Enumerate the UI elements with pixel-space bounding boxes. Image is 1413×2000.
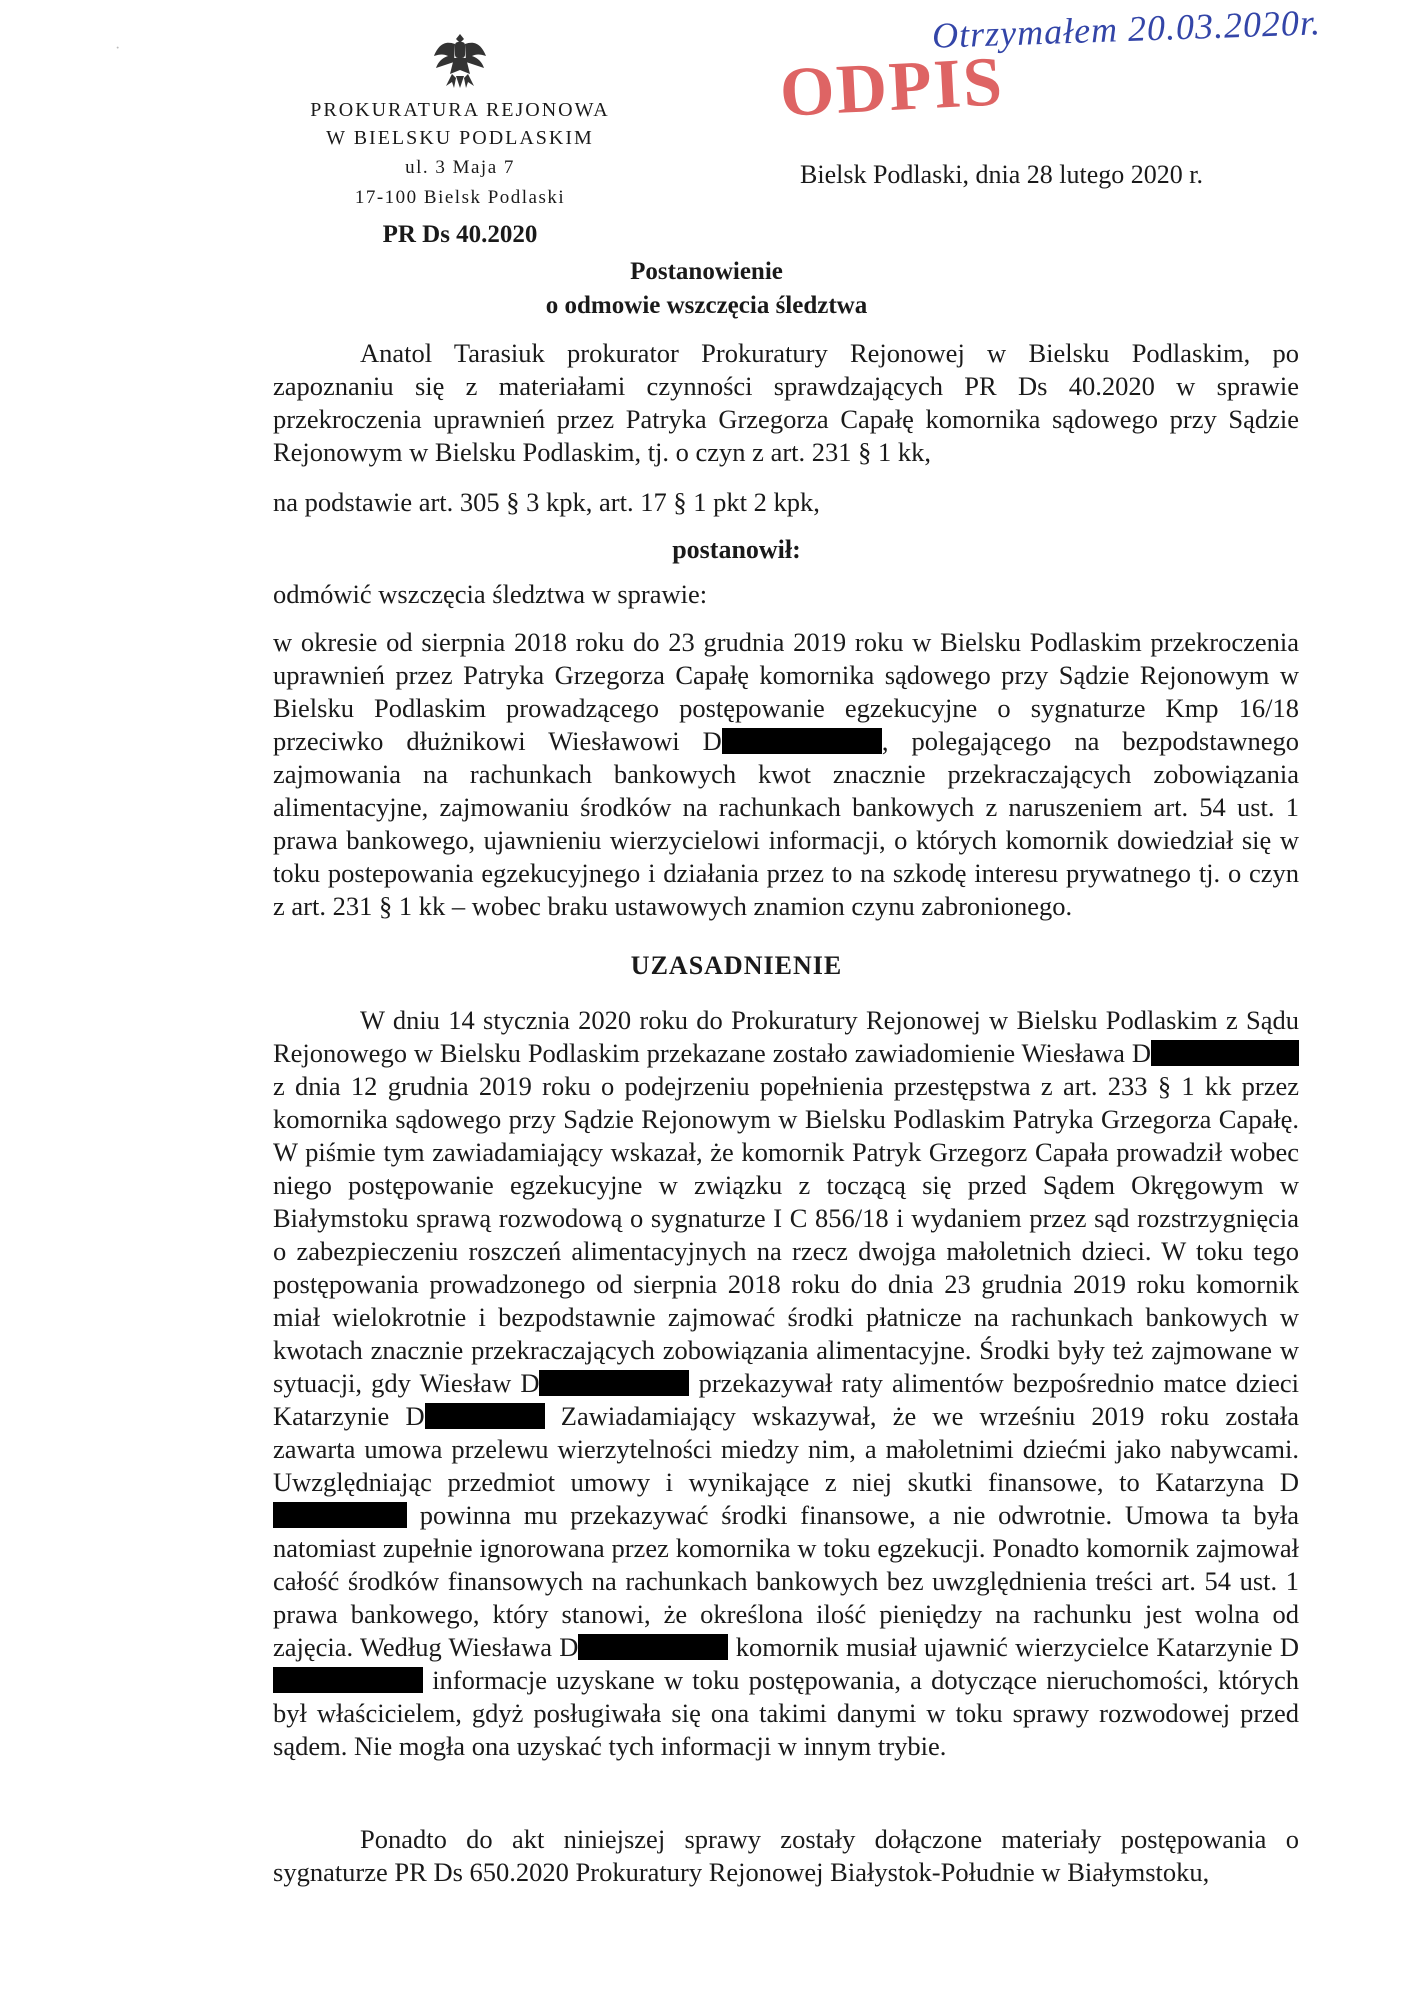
intro-paragraph: Anatol Tarasiuk prokurator Prokuratury Rejonowej w Bielsku Podlaskim, po zapoznaniu się z materiałami czynności sprawdzających PR Ds 40.2020 w sprawie przekroczenia uprawnień przez Patryka Grzegorza Capałę komornika sądowego przy Sądzie Rejonowym w Bielsku Podlaskim, tj. o czyn z art. 231 § 1 kk, — [273, 338, 1299, 467]
case-number: PR Ds 40.2020 — [382, 221, 538, 248]
document-title: Postanowienie — [630, 258, 783, 285]
redaction-bar — [722, 728, 882, 754]
justification-text-part1: W dniu 14 stycznia 2020 roku do Prokuratury Rejonowej w Bielsku Podlaskim z Sądu Rejonowego w Bielsku Podlaskim przekazane zostało zawiadomienie Wiesława D — [273, 1005, 1299, 1068]
document-subtitle: o odmowie wszczęcia śledztwa — [545, 292, 868, 319]
redaction-bar — [273, 1502, 407, 1528]
decision-intro: odmówić wszczęcia śledztwa w sprawie: — [273, 579, 708, 609]
decision-paragraph — [273, 626, 1299, 923]
decision-text-part1: w okresie od sierpnia 2018 roku do 23 grudnia 2019 roku w Bielsku Podlaskim przekroczenia uprawnień przez Patryka Grzegorza Capałę komornika sądowego przy Sądzie Rejonowym w Bielsku Podlaskim prowadzącego postępowanie egzekucyjne o sygnaturze Kmp 16/18 przeciwko dłużnikowi Wiesławowi D — [273, 627, 1299, 756]
justification-paragraph — [273, 1004, 1299, 1763]
redaction-bar — [273, 1667, 423, 1693]
handwritten-receipt-note: Otrzymałem 20.03.2020r. — [931, 2, 1322, 56]
justification-text-part2: z dnia 12 grudnia 2019 roku o podejrzeniu popełnienia przestępstwa z art. 233 § 1 kk przez komornika sądowego przy Sądzie Rejonowym w Bielsku Podlaskim Patryka Grzegorza Capałę. W piśmie tym zawiadamiający wskazał, że komornik Patryk Grzegorz Capała prowadził wobec niego postępowanie egzekucyjne w związku z toczącą się przed Sądem Okręgowym w Białymstoku sprawą rozwodową o sygnaturze I C 856/18 i wydaniem przez sąd rozstrzygnięcia o zabezpieczeniu roszczeń alimentacyjnych na rzecz dwojga małoletnich dzieci. W toku tego postępowania prowadzonego od sierpnia 2018 roku do dnia 23 grudnia 2019 roku komornik miał wielokrotnie i bezpodstawnie zajmować środki płatnicze na rachunkach bankowych w kwotach znacznie przekraczających zobowiązania alimentacyjne. Środki były też zajmowane w sytuacji, gdy Wiesław D — [273, 1071, 1299, 1398]
office-name-line1: PROKURATURA REJONOWA — [310, 99, 610, 121]
justification-text-part5: powinna mu przekazywać środki finansowe, a nie odwrotnie. Umowa ta była natomiast zupełnie ignorowana przez komornika w toku egzekucji. Ponadto komornik zajmował całość środków finansowych na rachunkach bankowych bez uwzględnienia treści art. 54 ust. 1 prawa bankowego, który stanowi, że określona ilość pieniędzy na rachunku jest wolna od zajęcia. Według Wiesława D — [273, 1500, 1299, 1662]
office-address-city: 17-100 Bielsk Podlaski — [354, 187, 566, 208]
justification-text-part4: Zawiadamiający wskazywał, że we wrześniu 2019 roku została zawarta umowa przelewu wierzytelności miedzy nim, a małoletnimi dziećmi jako nabywcami. Uwzględniając przedmiot umowy i wynikające z niej skutki finansowe, to Katarzyna D — [273, 1401, 1299, 1497]
scan-speck: · — [115, 40, 121, 57]
decision-text-part2: , polegającego na bezpodstawnego zajmowania na rachunkach bankowych kwot znacznie przekraczających zobowiązania alimentacyjne, zajmowaniu środków na rachunkach bankowych z naruszeniem art. 54 ust. 1 prawa bankowego, ujawnieniu wierzycielowi informacji, o których komornik dowiedział się w toku postepowania egzekucyjnego i działania przez to na szkodę interesu prywatnego tj. o czyn z art. 231 § 1 kk – wobec braku ustawowych znamion czynu zabronionego. — [273, 726, 1299, 921]
justification-text-part6: komornik musiał ujawnić wierzycielce Katarzynie D — [728, 1632, 1299, 1662]
office-name-line2: W BIELSKU PODLASKIM — [326, 127, 594, 149]
justification-text-part3: przekazywał raty alimentów bezpośrednio matce dzieci Katarzynie D — [273, 1368, 1299, 1431]
polish-eagle-emblem-icon — [432, 30, 488, 90]
justification-text-part7: informacje uzyskane w toku postępowania, a dotyczące nieruchomości, których był właścicielem, gdyż posługiwała się ona takimi danymi w toku sprawy rozwodowej przed sądem. Nie mogła ona uzyskać tych informacji w innym trybie. — [273, 1665, 1299, 1761]
redaction-bar — [1151, 1040, 1299, 1066]
additional-materials-paragraph: Ponadto do akt niniejszej sprawy zostały dołączone materiały postępowania o sygnaturze PR Ds 650.2020 Prokuratury Rejonowej Białystok-Południe w Białymstoku, — [273, 1824, 1299, 1887]
place-and-date: Bielsk Podlaski, dnia 28 lutego 2020 r. — [800, 160, 1203, 189]
legal-basis-paragraph: na podstawie art. 305 § 3 kpk, art. 17 § 1 pkt 2 kpk, — [273, 487, 820, 517]
redaction-bar — [425, 1403, 545, 1429]
decision-heading: postanowił: — [672, 535, 801, 564]
justification-heading: UZASADNIENIE — [630, 951, 843, 980]
redaction-bar — [578, 1634, 728, 1660]
redaction-bar — [539, 1370, 689, 1396]
copy-stamp: ODPIS — [778, 43, 1006, 132]
office-address-street: ul. 3 Maja 7 — [405, 157, 515, 178]
